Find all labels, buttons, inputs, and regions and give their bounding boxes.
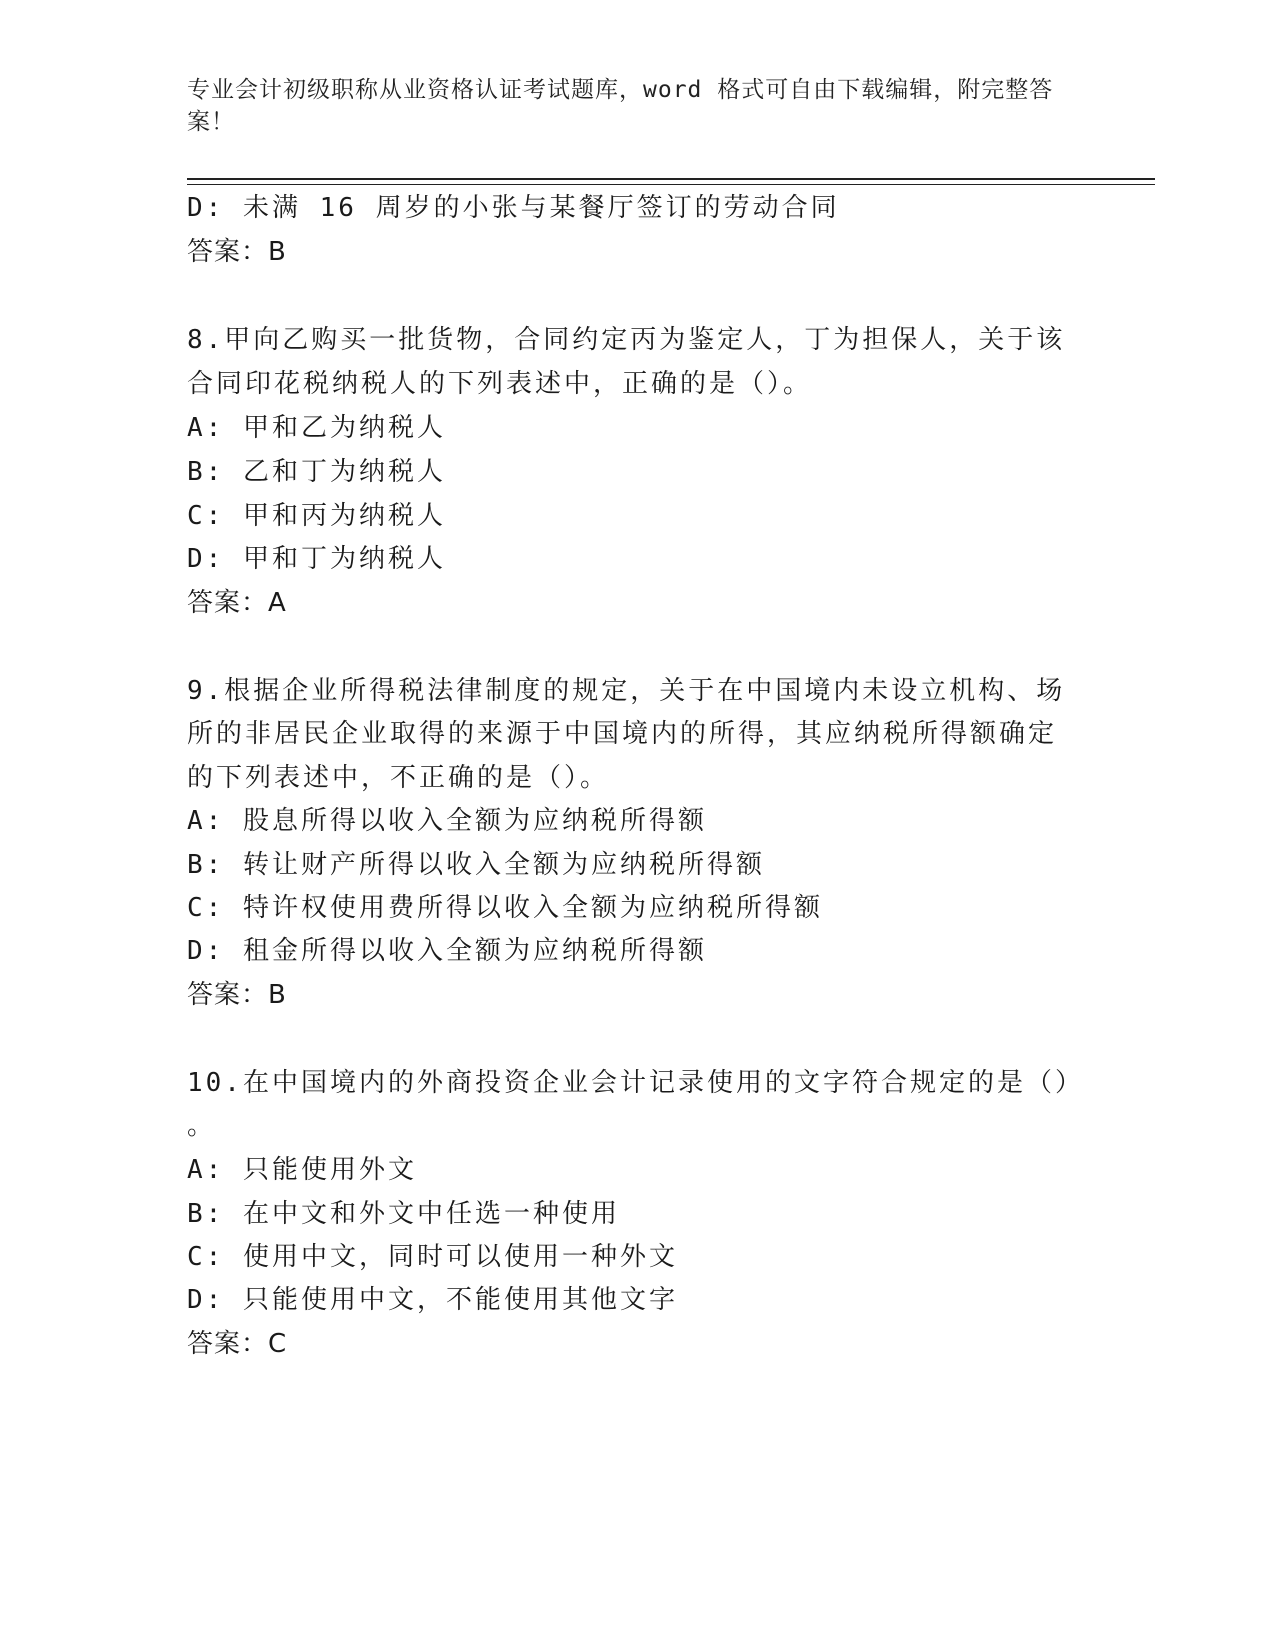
q9-option-d: D: 租金所得以收入全额为应纳税所得额 bbox=[187, 936, 707, 966]
q8-stem-line1: 8.甲向乙购买一批货物，合同约定丙为鉴定人，丁为担保人，关于该 bbox=[187, 325, 1066, 355]
q10-option-c: C: 使用中文，同时可以使用一种外文 bbox=[187, 1242, 678, 1272]
q8-option-d: D: 甲和丁为纳税人 bbox=[187, 544, 446, 574]
q10-option-b: B: 在中文和外文中任选一种使用 bbox=[187, 1199, 620, 1229]
q8-option-c: C: 甲和丙为纳税人 bbox=[187, 501, 446, 531]
header-divider-thick bbox=[187, 178, 1155, 180]
q7-option-d: D: 未满 16 周岁的小张与某餐厅签订的劳动合同 bbox=[187, 193, 840, 223]
q9-option-b: B: 转让财产所得以收入全额为应纳税所得额 bbox=[187, 850, 765, 880]
q10-option-a: A: 只能使用外文 bbox=[187, 1155, 417, 1185]
q10-option-d: D: 只能使用中文，不能使用其他文字 bbox=[187, 1285, 678, 1315]
q10-stem-line2: 。 bbox=[187, 1111, 217, 1141]
q8-stem-line2: 合同印花税纳税人的下列表述中，正确的是（）。 bbox=[187, 369, 813, 399]
page-header: 专业会计初级职称从业资格认证考试题库，word 格式可自由下载编辑，附完整答案！ bbox=[187, 77, 1054, 135]
q9-option-c: C: 特许权使用费所得以收入全额为应纳税所得额 bbox=[187, 893, 823, 923]
q9-stem-line3: 的下列表述中，不正确的是（）。 bbox=[187, 763, 610, 793]
q8-option-b: B: 乙和丁为纳税人 bbox=[187, 457, 446, 487]
q9-option-a: A: 股息所得以收入全额为应纳税所得额 bbox=[187, 806, 707, 836]
header-divider-thin bbox=[187, 184, 1155, 185]
q7-answer: 答案：B bbox=[187, 237, 287, 267]
q8-option-a: A: 甲和乙为纳税人 bbox=[187, 413, 446, 443]
q10-stem-line1: 10.在中国境内的外商投资企业会计记录使用的文字符合规定的是（） bbox=[187, 1068, 1084, 1098]
q9-answer: 答案：B bbox=[187, 980, 287, 1010]
q10-answer: 答案：C bbox=[187, 1329, 288, 1359]
q8-answer: 答案：A bbox=[187, 588, 287, 618]
q9-stem-line2: 所的非居民企业取得的来源于中国境内的所得，其应纳税所得额确定 bbox=[187, 719, 1058, 749]
q9-stem-line1: 9.根据企业所得税法律制度的规定，关于在中国境内未设立机构、场 bbox=[187, 676, 1066, 706]
